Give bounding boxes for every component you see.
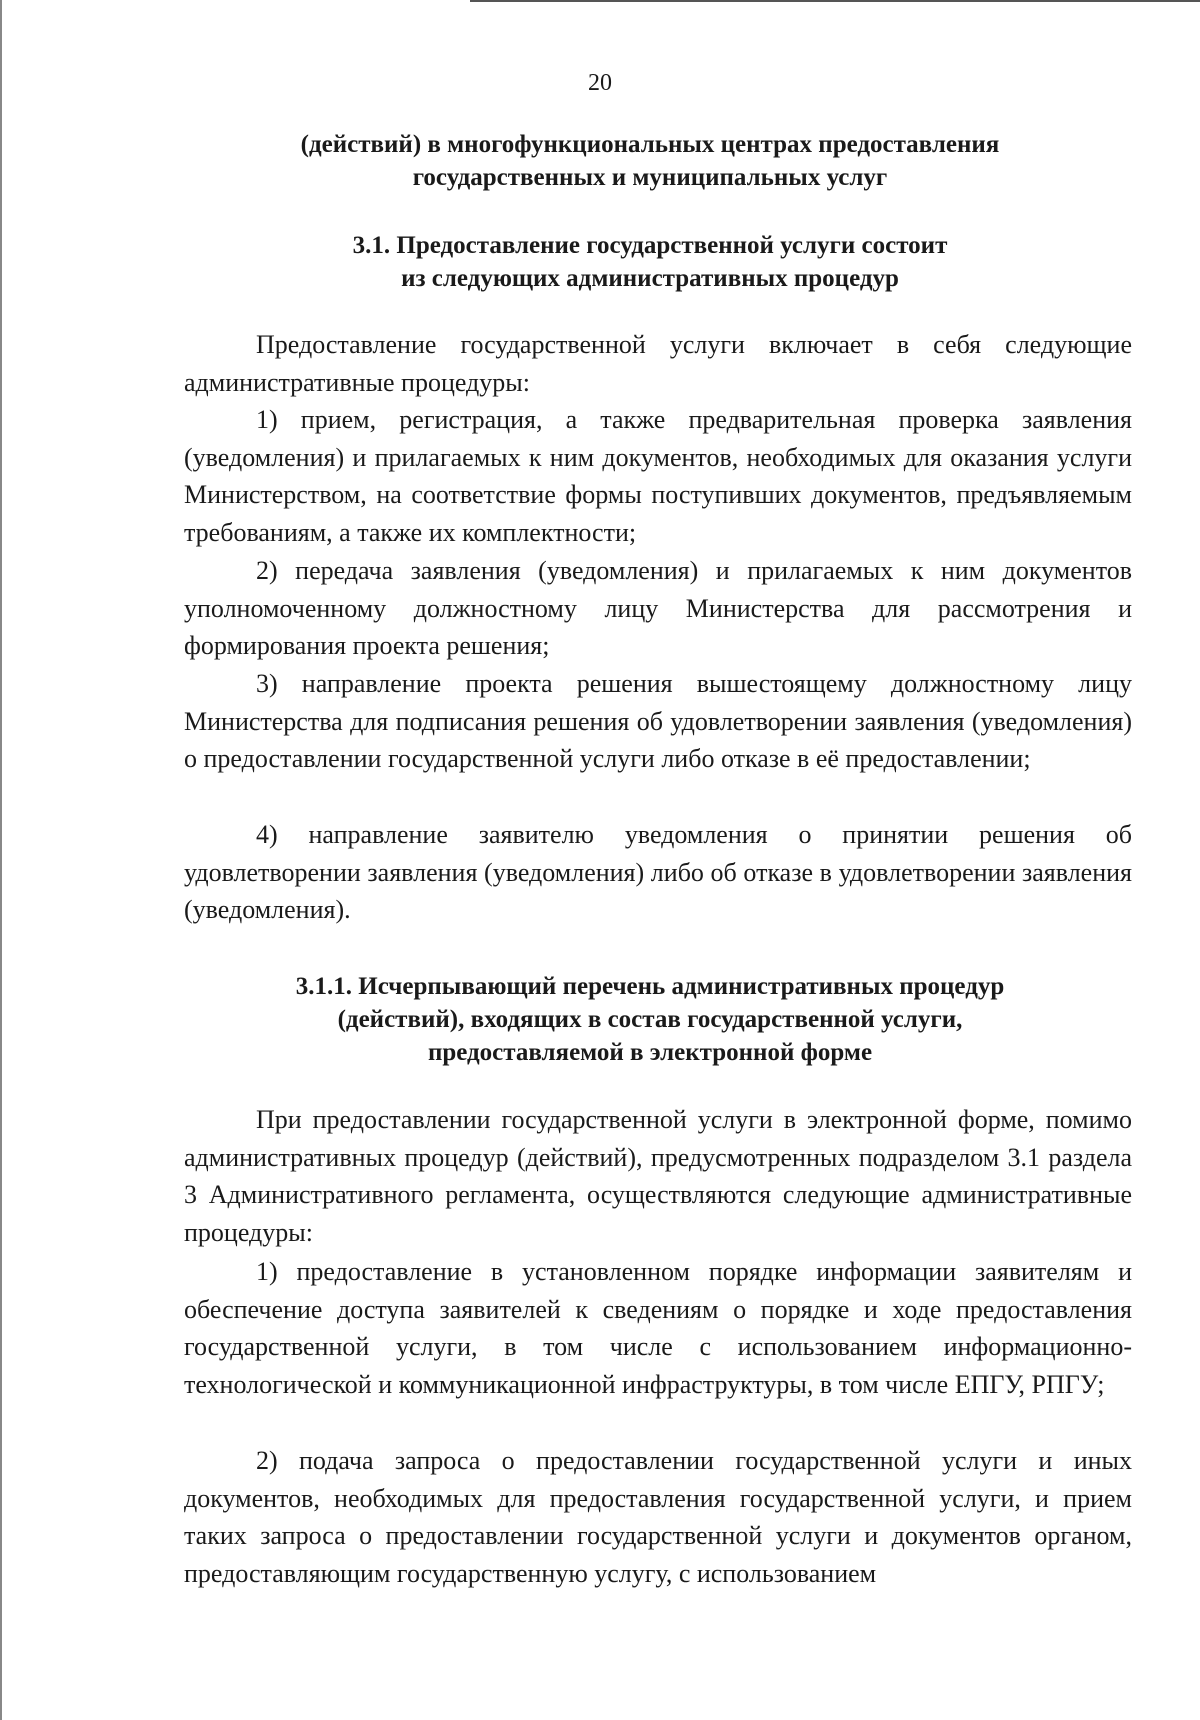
paragraph-intro: Предоставление государственной услуги включает в себя следующие административные процедуры:	[184, 330, 1132, 397]
heading-line: 3.1.1. Исчерпывающий перечень административных процедур	[295, 973, 1005, 1000]
list-item: 3) направление проекта решения вышестоящему должностному лицу Министерства для подписания решения об удовлетворении заявления (уведомления) о предоставлении государственной услуги либо отказе в её предоставлении;	[184, 669, 1132, 773]
heading-line: (действий) в многофункциональных центрах предоставления	[300, 131, 1000, 158]
subsection-heading-3-1	[170, 229, 1130, 295]
section-heading-continuation	[170, 128, 1130, 194]
list-item: 1) прием, регистрация, а также предварительная проверка заявления (уведомления) и прилагаемых к ним документов, необходимых для оказания услуги Министерством, на соответствие формы поступивших документов, предъявляемым требованиям, а также их комплектности;	[184, 405, 1132, 547]
heading-line: предоставляемой в электронной форме	[427, 1039, 873, 1066]
list-item: 2) передача заявления (уведомления) и прилагаемых к ним документов уполномоченному должностному лицу Министерства для рассмотрения и формирования проекта решения;	[184, 556, 1132, 660]
list-item: 2) подача запроса о предоставлении государственной услуги и иных документов, необходимых для предоставления государственной услуги, и прием таких запроса о предоставлении государственной услуги и документов органом, предоставляющим государственную услугу, с использованием	[184, 1446, 1132, 1588]
heading-line: государственных и муниципальных услуг	[412, 164, 888, 191]
list-item: 1) предоставление в установленном порядке информации заявителям и обеспечение доступа заявителей к сведениям о порядке и ходе предоставления государственной услуги, в том числе с использованием информационно-технологической и коммуникационной инфраструктуры, в том числе ЕПГУ, РПГУ;	[184, 1257, 1132, 1399]
heading-line: (действий), входящих в состав государственной услуги,	[337, 1006, 963, 1033]
scan-edge-left	[0, 0, 2, 1720]
heading-line: из следующих административных процедур	[401, 265, 899, 292]
list-item: 4) направление заявителю уведомления о принятии решения об удовлетворении заявления (уведомления) либо об отказе в удовлетворении заявления (уведомления).	[184, 820, 1132, 924]
heading-line: 3.1. Предоставление государственной услуги состоит	[352, 232, 948, 259]
page-number: 20	[588, 70, 612, 96]
paragraph-intro: При предоставлении государственной услуги в электронной форме, помимо административных процедур (действий), предусмотренных подразделом 3.1 раздела 3 Административного регламента, осуществляются следующие административные процедуры:	[184, 1105, 1132, 1247]
subsection-heading-3-1-1	[170, 970, 1130, 1069]
scan-edge-top	[470, 0, 1200, 2]
